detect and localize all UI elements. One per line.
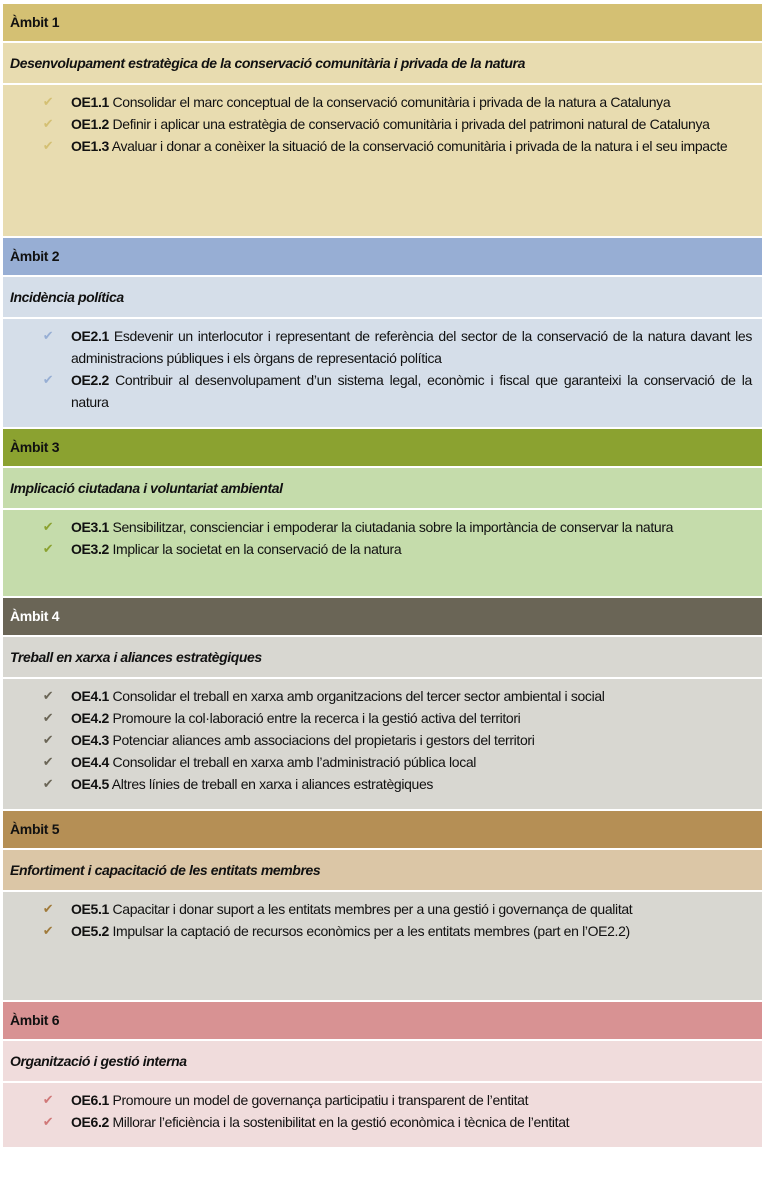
objective-item — [3, 91, 752, 113]
objective-text: Altres línies de treball en xarxa i aliances estratègiques — [111, 776, 434, 792]
check-icon: ✔ — [42, 94, 54, 109]
objective-item — [3, 369, 752, 413]
objective-code: OE1.2 — [71, 116, 109, 132]
objective-text: Implicar la societat en la conservació de la natura — [112, 541, 402, 557]
check-icon: ✔ — [42, 901, 54, 916]
check-icon: ✔ — [42, 372, 54, 387]
objective-code: OE4.4 — [71, 754, 109, 770]
objective-item — [3, 113, 752, 135]
objective-item — [3, 516, 752, 538]
objective-text: Avaluar i donar a conèixer la situació de la conservació comunitària i privada de la natura i el seu impacte — [111, 138, 728, 154]
ambit-section — [3, 4, 762, 238]
ambit-subtitle: Organització i gestió interna — [3, 1041, 762, 1083]
ambit-header: Àmbit 1 — [3, 4, 762, 43]
ambit-subtitle: Enfortiment i capacitació de les entitats membres — [3, 850, 762, 892]
check-icon: ✔ — [42, 710, 54, 725]
objective-code: OE1.1 — [71, 94, 109, 110]
objective-code: OE3.1 — [71, 519, 109, 535]
objective-item — [3, 707, 752, 729]
objective-item — [3, 773, 752, 795]
ambit-section — [3, 811, 762, 1002]
check-icon: ✔ — [42, 541, 54, 556]
objective-code: OE1.3 — [71, 138, 109, 154]
ambit-header: Àmbit 2 — [3, 238, 762, 277]
check-icon: ✔ — [42, 138, 54, 153]
objective-code: OE2.1 — [71, 328, 109, 344]
check-icon: ✔ — [42, 923, 54, 938]
ambits-table — [3, 4, 762, 1149]
objective-code: OE4.3 — [71, 732, 109, 748]
objective-text: Consolidar el treball en xarxa amb l’administració pública local — [112, 754, 477, 770]
ambit-objectives — [3, 319, 762, 429]
check-icon: ✔ — [42, 1114, 54, 1129]
ambit-section — [3, 598, 762, 811]
objective-code: OE4.1 — [71, 688, 109, 704]
objective-code: OE4.5 — [71, 776, 109, 792]
objective-item — [3, 1089, 752, 1111]
ambit-section — [3, 238, 762, 429]
ambit-objectives — [3, 892, 762, 1002]
objective-text: Consolidar el marc conceptual de la conservació comunitària i privada de la natura a Catalunya — [112, 94, 671, 110]
ambit-objectives — [3, 85, 762, 238]
objective-item — [3, 898, 752, 920]
objective-text: Promoure la col·laboració entre la recerca i la gestió activa del territori — [112, 710, 521, 726]
objective-text: Impulsar la captació de recursos econòmics per a les entitats membres (part en l’OE2.2) — [112, 923, 630, 939]
objective-text: Sensibilitzar, conscienciar i empoderar la ciutadania sobre la importància de conservar la natura — [112, 519, 674, 535]
objective-code: OE6.2 — [71, 1114, 109, 1130]
ambit-objectives — [3, 1083, 762, 1149]
check-icon: ✔ — [42, 116, 54, 131]
objective-item — [3, 751, 752, 773]
objective-code: OE3.2 — [71, 541, 109, 557]
check-icon: ✔ — [42, 1092, 54, 1107]
ambit-subtitle: Treball en xarxa i aliances estratègiques — [3, 637, 762, 679]
ambit-header: Àmbit 6 — [3, 1002, 762, 1041]
objective-item — [3, 685, 752, 707]
objective-text: Consolidar el treball en xarxa amb organitzacions del tercer sector ambiental i social — [112, 688, 605, 704]
check-icon: ✔ — [42, 776, 54, 791]
objective-code: OE2.2 — [71, 372, 109, 388]
objective-text: Potenciar aliances amb associacions del propietaris i gestors del territori — [112, 732, 535, 748]
objective-text: Promoure un model de governança participatiu i transparent de l’entitat — [112, 1092, 529, 1108]
objective-text: Contribuir al desenvolupament d’un sistema legal, econòmic i fiscal que garanteixi la conservació de la natura — [71, 372, 752, 410]
ambit-objectives — [3, 679, 762, 811]
objective-code: OE5.1 — [71, 901, 109, 917]
objective-text: Definir i aplicar una estratègia de conservació comunitària i privada del patrimoni natural de Catalunya — [112, 116, 710, 132]
objective-item — [3, 135, 752, 157]
ambit-subtitle: Incidència política — [3, 277, 762, 319]
ambit-subtitle: Implicació ciutadana i voluntariat ambiental — [3, 468, 762, 510]
objective-item — [3, 920, 752, 942]
ambit-section — [3, 1002, 762, 1149]
objective-item — [3, 325, 752, 369]
check-icon: ✔ — [42, 688, 54, 703]
check-icon: ✔ — [42, 519, 54, 534]
ambit-header: Àmbit 3 — [3, 429, 762, 468]
objective-code: OE5.2 — [71, 923, 109, 939]
check-icon: ✔ — [42, 732, 54, 747]
objective-text: Esdevenir un interlocutor i representant de referència del sector de la conservació de la natura davant les administracions públiques i els òrgans de representació política — [71, 328, 752, 366]
ambit-objectives — [3, 510, 762, 598]
ambit-subtitle: Desenvolupament estratègica de la conservació comunitària i privada de la natura — [3, 43, 762, 85]
objective-item — [3, 538, 752, 560]
ambit-header: Àmbit 4 — [3, 598, 762, 637]
objective-text: Capacitar i donar suport a les entitats membres per a una gestió i governança de qualitat — [112, 901, 633, 917]
ambit-section — [3, 429, 762, 598]
objective-code: OE6.1 — [71, 1092, 109, 1108]
objective-item — [3, 729, 752, 751]
ambit-header: Àmbit 5 — [3, 811, 762, 850]
objective-text: Millorar l’eficiència i la sostenibilitat en la gestió econòmica i tècnica de l’entitat — [112, 1114, 570, 1130]
check-icon: ✔ — [42, 328, 54, 343]
objective-item — [3, 1111, 752, 1133]
check-icon: ✔ — [42, 754, 54, 769]
objective-code: OE4.2 — [71, 710, 109, 726]
